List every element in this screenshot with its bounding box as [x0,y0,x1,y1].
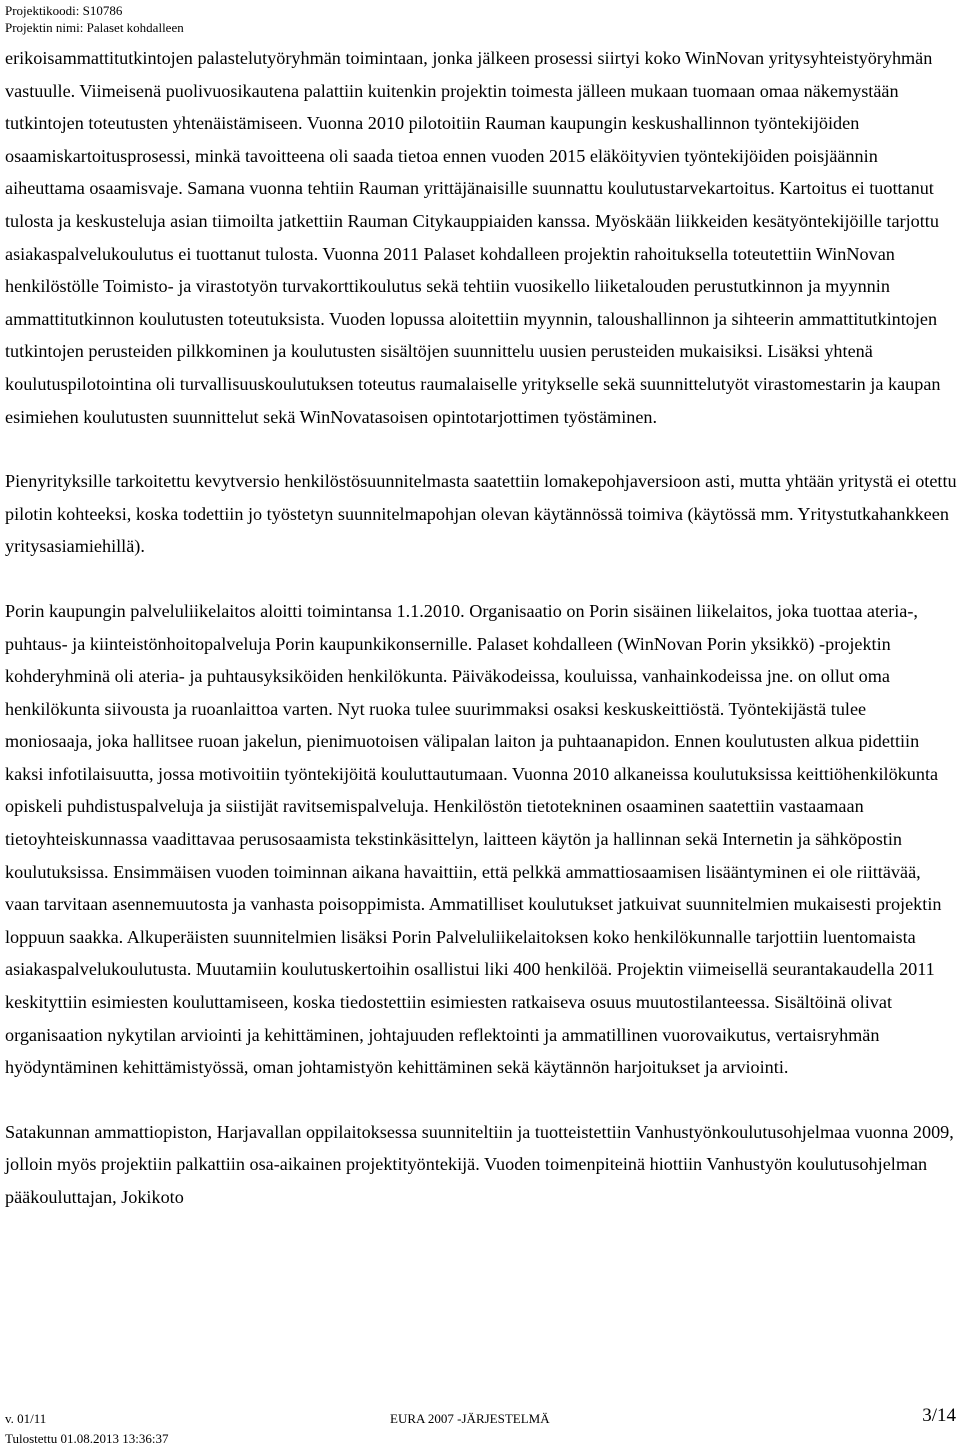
page-header [5,2,184,36]
document-body [5,42,957,1246]
paragraph: Pienyrityksille tarkoitettu kevytversio henkilöstösuunnitelmasta saatettiin lomakepohjaversioon asti, mutta yhtään yritystä ei otettu pilotin kohteeksi, koska todettiin jo työstetyn suunnitelmapohjan olevan käytännössä toimiva (käytössä mm. Yritystutkahankkeen yritysasiamiehillä). [5,471,957,557]
version-label: v. 01/11 [5,1411,47,1426]
project-name: Projektin nimi: Palaset kohdalleen [5,20,184,35]
page-number: 3/14 [922,1405,956,1426]
page-footer [5,1405,956,1446]
project-code: Projektikoodi: S10786 [5,3,123,18]
paragraph: erikoisammattitutkintojen palastelutyöryhmän toimintaan, jonka jälkeen prosessi siirtyi koko WinNovan yritysyhteistyöryhmän vastuulle. Viimeisenä puolivuosikautena palattiin kuitenkin projektin toimesta jälleen mukaan tuomaan omaa näkemystään tutkintojen toteutusten yhtenäistämiseen. Vuonna 2010 pilotoitiin Rauman kaupungin keskushallinnon työntekijöiden osaamiskartoitusprosessi, minkä tavoitteena oli saada tietoa ennen vuoden 2015 eläköityvien työntekijöiden poisjäännin aiheuttama osaamisvaje. Samana vuonna tehtiin Rauman yrittäjänaisille suunnattu koulutustarvekartoitus. Kartoitus ei tuottanut tulosta ja keskusteluja asian tiimoilta jatkettiin Rauman Citykauppiaiden kanssa. Myöskään liikkeiden kesätyöntekijöille tarjottu asiakaspalvelukoulutus ei tuottanut tulosta. Vuonna 2011 Palaset kohdalleen projektin rahoituksella toteutettiin WinNovan henkilöstölle Toimisto- ja virastotyön turvakorttikoulutus sekä tehtiin vuosikello liiketalouden perustutkinnon ja myynnin ammattitutkinnon koulutusten toteutuksista. Vuoden lopussa aloitettiin myynnin, taloushallinnon ja sihteerin ammattitutkintojen tutkintojen perusteiden pilkkominen ja koulutusten sisältöjen suunnittelu uusien perusteiden mukaisiksi. Lisäksi yhtenä koulutuspilotointina oli turvallisuuskoulutuksen toteutus raumalaiselle yritykselle sekä suunnittelutyöt virastomestarin ja kaupan esimiehen koulutusten suunnittelut sekä WinNovatasoisen opintotarjottimen työstäminen. [5,48,941,427]
footer-row [5,1405,956,1446]
print-timestamp: Tulostettu 01.08.2013 13:36:37 [5,1431,169,1446]
paragraph: Porin kaupungin palveluliikelaitos aloitti toimintansa 1.1.2010. Organisaatio on Porin sisäinen liikelaitos, joka tuottaa ateria-, puhtaus- ja kiinteistönhoitopalveluja Porin kaupunkikonsernille. Palaset kohdalleen (WinNovan Porin yksikkö) -projektin kohderyhminä oli ateria- ja puhtausyksiköiden henkilökunta. Päiväkodeissa, kouluissa, vanhainkodeissa jne. on ollut oma henkilökunta siivousta ja ruoanlaittoa varten. Nyt ruoka tulee suurimmaksi osaksi keskuskeittiöstä. Työntekijästä tulee moniosaaja, joka hallitsee ruoan jakelun, pienimuotoisen välipalan laiton ja puhtaanapidon. Ennen koulutusten alkua pidettiin kaksi infotilaisuutta, jossa motivoitiin työntekijöitä kouluttautumaan. Vuonna 2010 alkaneissa koulutuksissa keittiöhenkilökunta opiskeli puhdistuspalveluja ja siistijät ravitsemispalveluja. Henkilöstön tietotekninen osaaminen saatettiin vastaamaan tietoyhteiskunnassa vaadittavaa perusosaamista tekstinkäsittelyn, laitteen käytön ja hallinnan sekä Internetin ja sähköpostin koulutuksissa. Ensimmäisen vuoden toiminnan aikana havaittiin, että pelkkä ammattiosaamisen lisääntyminen ei ole riittävää, vaan tarvitaan asennemuutosta ja vanhasta poisoppimista. Ammatilliset koulutukset jatkuivat suunnitelmien mukaisesti projektin loppuun saakka. Alkuperäisten suunnitelmien lisäksi Porin Palveluliikelaitoksen koko henkilökunnalle tarjottiin luentomaista asiakaspalvelukoulutusta. Muutamiin koulutuskertoihin osallistui liki 400 henkilöä. Projektin viimeisellä seurantakaudella 2011 keskityttiin esimiesten kouluttamiseen, koska tiedostettiin esimiesten ratkaiseva osuus muutostilanteessa. Sisältöinä olivat organisaation nykytilan arviointi ja kehittäminen, johtajuuden reflektointi ja ammatillinen vuorovaikutus, vertaisryhmän hyödyntäminen kehittämistyössä, oman johtamistyön kehittäminen sekä käytännön harjoitukset ja arviointi. [5,600,942,1078]
paragraph: Satakunnan ammattiopiston, Harjavallan oppilaitoksessa suunniteltiin ja tuotteistettiin Vanhustyönkoulutusohjelmaa vuonna 2009, jolloin myös projektiin palkattiin osa-aikainen projektityöntekijä. Vuoden toimenpiteinä hiottiin Vanhustyön koulutusohjelman pääkouluttajan, Jokikoto [5,1121,954,1207]
system-label: EURA 2007 -JÄRJESTELMÄ [390,1411,550,1426]
